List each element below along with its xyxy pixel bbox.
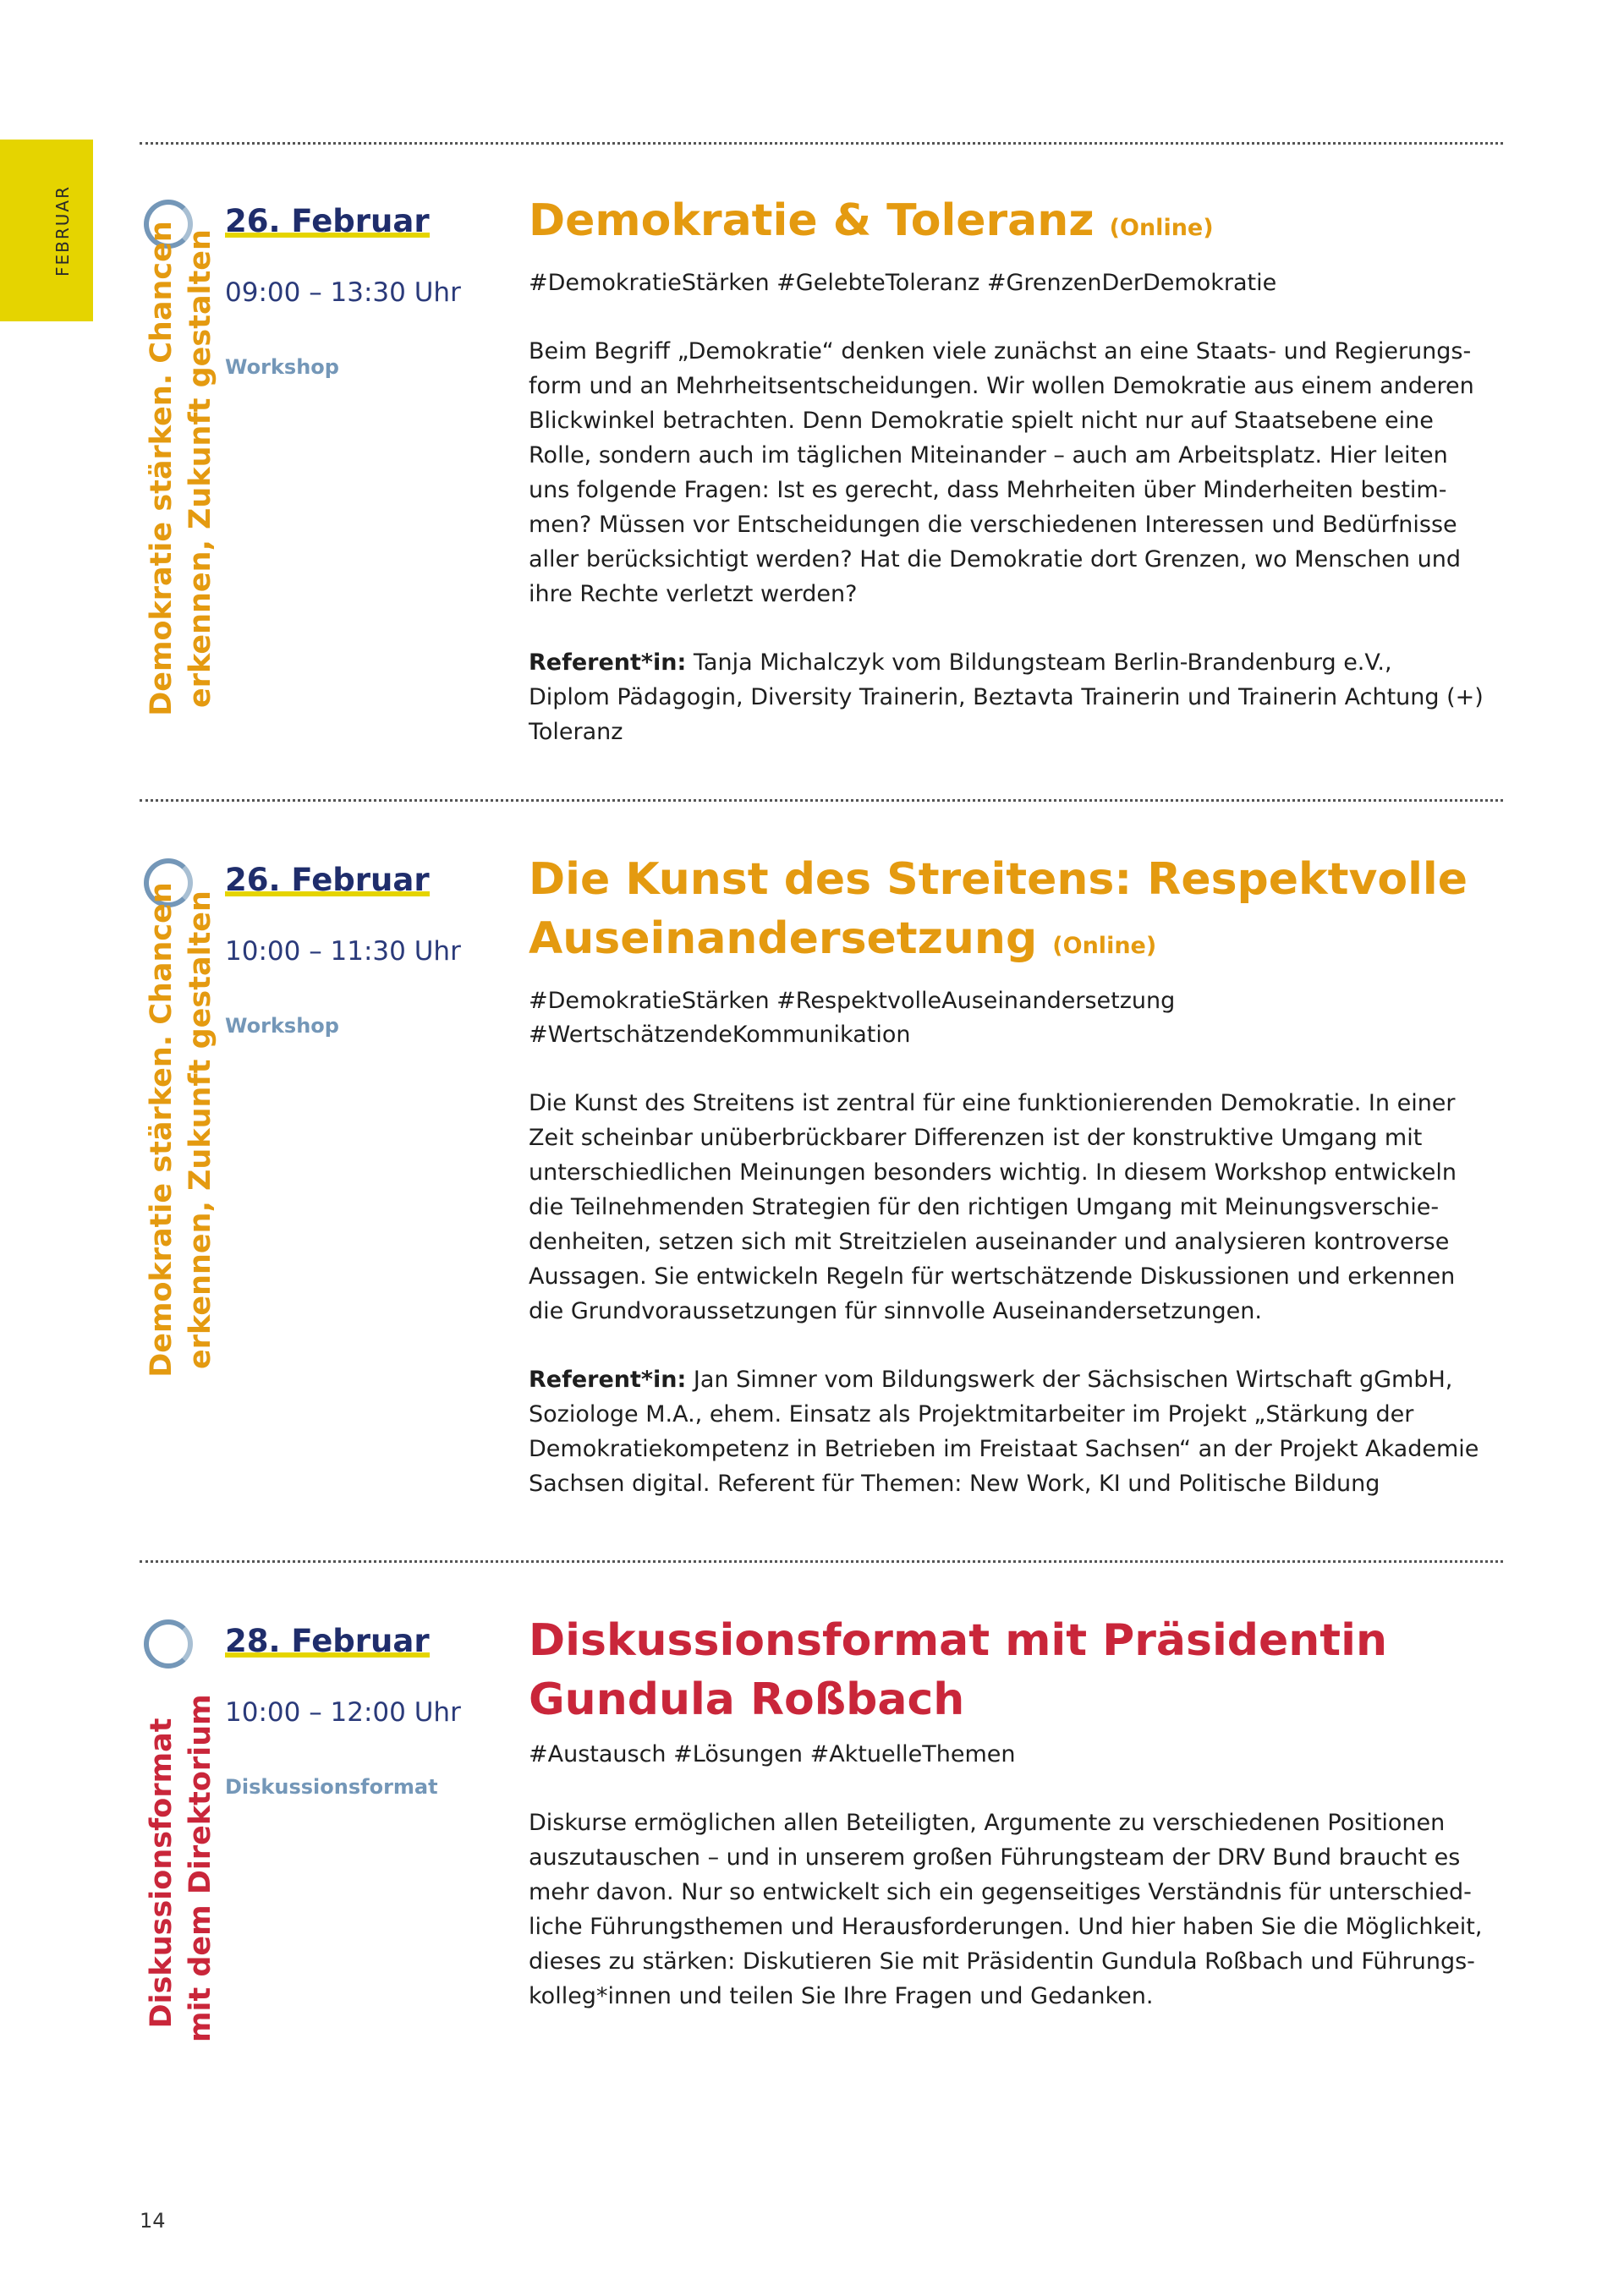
- description-line: mehr davon. Nur so entwickelt sich ein gegenseitiges Verständnis für unterschied-: [529, 1879, 1472, 1905]
- description-line: Die Kunst des Streitens ist zentral für eine funktionierenden Demokratie. In einer: [529, 1090, 1456, 1116]
- hashtags-line: #WertschätzendeKommunikation: [529, 1022, 911, 1048]
- event-time: 10:00 – 12:00 Uhr: [225, 1697, 461, 1728]
- event-date: [225, 862, 430, 898]
- series-label: [139, 857, 223, 1402]
- event-title-text: Demokratie & Toleranz: [529, 195, 1095, 246]
- event-description: [529, 1806, 1501, 2014]
- referent-label: Referent*in:: [529, 1367, 687, 1393]
- event-date-text: 26. Februar: [225, 862, 430, 898]
- description-line: Beim Begriff „Demokratie“ denken viele zunächst an eine Staats- und Regierungs-: [529, 338, 1472, 364]
- description-line: die Teilnehmenden Strategien für den richtigen Umgang mit Meinungsverschie-: [529, 1194, 1440, 1220]
- event-date-text: 28. Februar: [225, 1623, 430, 1659]
- referent-label: Referent*in:: [529, 649, 687, 676]
- description-line: Blickwinkel betrachten. Denn Demokratie spielt nicht nur auf Staatsebene eine: [529, 408, 1434, 434]
- month-tab-label: FEBRUAR: [52, 185, 73, 277]
- series-label: [139, 1694, 223, 2042]
- series-label-line2: mit dem Direktorium: [184, 1694, 217, 2042]
- online-badge: (Online): [1052, 933, 1157, 959]
- hashtags-line: #DemokratieStärken #RespektvolleAuseinandersetzung: [529, 988, 1176, 1014]
- event-title-line1: Diskussionsformat mit Präsidentin: [529, 1615, 1387, 1666]
- event-hashtags: #Austausch #Lösungen #AktuelleThemen: [529, 1741, 1016, 1767]
- event-title-line2: Auseinandersetzung: [529, 913, 1038, 964]
- event-description: [529, 1086, 1501, 1501]
- month-tab: [0, 140, 93, 321]
- series-label-line1: Demokratie stärken. Chancen: [145, 220, 178, 716]
- event-title: [529, 850, 1501, 976]
- referent-line: Jan Simner vom Bildungswerk der Sächsischen Wirtschaft gGmbH,: [686, 1367, 1453, 1393]
- event-date: [225, 203, 430, 239]
- event-format: Workshop: [225, 355, 339, 379]
- description-line: denheiten, setzen sich mit Streitzielen auseinander und analysieren kontroverse: [529, 1229, 1450, 1255]
- series-label-line1: Demokratie stärken. Chancen: [145, 881, 178, 1378]
- description-line: liche Führungsthemen und Herausforderungen. Und hier haben Sie die Möglichkeit,: [529, 1914, 1483, 1940]
- event-title: [529, 1611, 1501, 1729]
- referent-line: Diplom Pädagogin, Diversity Trainerin, Beztavta Trainerin und Trainerin Achtung (+): [529, 684, 1484, 710]
- event-referent: [529, 645, 1501, 749]
- description-line: Aussagen. Sie entwickeln Regeln für wertschätzende Diskussionen und erkennen: [529, 1263, 1456, 1290]
- divider-bottom: [140, 1560, 1503, 1563]
- event-date: [225, 1623, 430, 1659]
- series-label-line1: Diskussionsformat: [145, 1718, 178, 2029]
- event-date-text: 26. Februar: [225, 203, 430, 239]
- series-label: [139, 195, 223, 741]
- description-line: kolleg*innen und teilen Sie Ihre Fragen und Gedanken.: [529, 1983, 1154, 2009]
- event-content: [529, 191, 1501, 749]
- event-hashtags: [529, 984, 1501, 1052]
- description-line: uns folgende Fragen: Ist es gerecht, dass Mehrheiten über Minderheiten bestim-: [529, 477, 1447, 503]
- divider-top: [140, 142, 1503, 145]
- referent-line: Toleranz: [529, 719, 623, 745]
- description-line: aller berücksichtigt werden? Hat die Demokratie dort Grenzen, wo Menschen und: [529, 546, 1461, 573]
- event-format: Workshop: [225, 1014, 339, 1038]
- description-line: form und an Mehrheitsentscheidungen. Wir wollen Demokratie aus einem anderen: [529, 373, 1474, 399]
- description-line: auszutauschen – und in unserem großen Führungsteam der DRV Bund braucht es: [529, 1844, 1461, 1871]
- event-hashtags: #DemokratieStärken #GelebteToleranz #GrenzenDerDemokratie: [529, 270, 1277, 296]
- series-label-line2: erkennen, Zukunft gestalten: [184, 890, 217, 1369]
- divider-middle: [140, 799, 1503, 802]
- description-line: die Grundvoraussetzungen für sinnvolle Auseinandersetzungen.: [529, 1298, 1262, 1324]
- referent-line: Tanja Michalczyk vom Bildungsteam Berlin-Brandenburg e.V.,: [686, 649, 1392, 676]
- description-line: unterschiedlichen Meinungen besonders wichtig. In diesem Workshop entwickeln: [529, 1159, 1457, 1186]
- event-title-line1: Die Kunst des Streitens: Respektvolle: [529, 854, 1468, 905]
- event-format: Diskussionsformat: [225, 1775, 438, 1799]
- event-content: [529, 1611, 1501, 2014]
- description-line: ihre Rechte verletzt werden?: [529, 581, 858, 607]
- series-label-line2: erkennen, Zukunft gestalten: [184, 228, 217, 708]
- event-content: [529, 850, 1501, 1501]
- referent-line: Sachsen digital. Referent für Themen: New Work, KI und Politische Bildung: [529, 1471, 1380, 1497]
- description-line: Rolle, sondern auch im täglichen Miteinander – auch am Arbeitsplatz. Hier leiten: [529, 442, 1448, 469]
- ring-icon: [144, 1619, 193, 1669]
- event-referent: [529, 1362, 1501, 1501]
- referent-line: Soziologe M.A., ehem. Einsatz als Projektmitarbeiter im Projekt „Stärkung der: [529, 1401, 1414, 1427]
- event-title: [529, 191, 1501, 258]
- page-number: 14: [140, 2209, 166, 2233]
- referent-line: Demokratiekompetenz in Betrieben im Freistaat Sachsen“ an der Projekt Akademie: [529, 1436, 1479, 1462]
- description-line: men? Müssen vor Entscheidungen die verschiedenen Interessen und Bedürfnisse: [529, 512, 1457, 538]
- description-line: Zeit scheinbar unüberbrückbarer Differenzen ist der konstruktive Umgang mit: [529, 1125, 1423, 1151]
- event-description: [529, 334, 1501, 749]
- online-badge: (Online): [1109, 215, 1214, 241]
- description-line: dieses zu stärken: Diskutieren Sie mit Präsidentin Gundula Roßbach und Führungs-: [529, 1948, 1475, 1975]
- event-time: 10:00 – 11:30 Uhr: [225, 936, 461, 967]
- description-line: Diskurse ermöglichen allen Beteiligten, Argumente zu verschiedenen Positionen: [529, 1810, 1446, 1836]
- event-time: 09:00 – 13:30 Uhr: [225, 277, 461, 308]
- event-title-line2: Gundula Roßbach: [529, 1674, 965, 1725]
